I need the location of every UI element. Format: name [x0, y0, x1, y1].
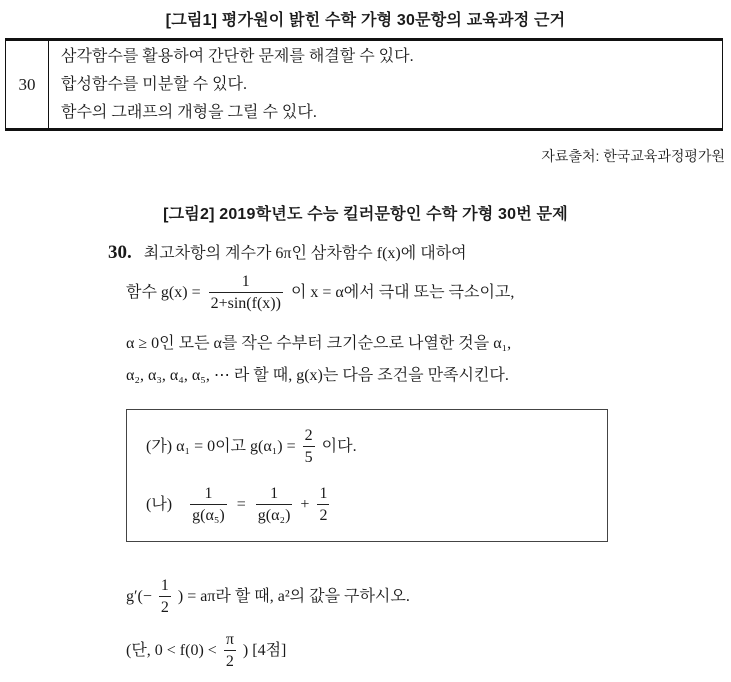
equals-sign: =	[236, 496, 246, 514]
fraction-numerator: 1	[160, 577, 169, 594]
fraction-numerator: 1	[319, 485, 328, 502]
problem-line-3: α ≥ 0인 모든 α를 작은 수부터 크기순으로 나열한 것을 α₁,	[126, 335, 512, 352]
item-number: 30	[6, 40, 49, 130]
fraction-numerator: 1	[241, 273, 250, 290]
fraction-numerator: π	[225, 631, 234, 648]
condition-a-text: (가) α₁ = 0이고 g(α₁) =	[146, 438, 296, 456]
figure2-title: [그림2] 2019학년도 수능 킬러문항인 수학 가형 30번 문제	[163, 206, 568, 223]
fraction-denominator: g(α₂)	[256, 504, 293, 527]
question-prefix: g′(−	[126, 588, 152, 606]
fraction-numerator: 1	[270, 485, 279, 502]
question-line	[126, 576, 410, 619]
note-prefix: (단, 0 < f(0) <	[126, 642, 217, 660]
problem-number: 30.	[108, 242, 132, 263]
fraction-denominator: 2	[317, 504, 329, 527]
function-g-prefix: 함수 g(x) =	[126, 284, 201, 302]
fraction-denominator: 2	[159, 596, 171, 619]
source-note: 자료출처: 한국교육과정평가원	[541, 148, 725, 164]
table-row	[6, 40, 723, 130]
achievement-standards	[49, 40, 723, 130]
curriculum-table	[5, 38, 723, 131]
standard-item: 합성함수를 미분할 수 있다.	[61, 75, 248, 93]
fraction-g	[209, 272, 283, 315]
problem-line-1	[108, 240, 467, 264]
fraction-denominator: g(α₅)	[190, 504, 227, 527]
fraction-condition-b-2	[256, 484, 293, 527]
fraction-denominator: 2	[224, 650, 236, 673]
problem-line-2	[126, 272, 514, 315]
fraction-numerator: 1	[204, 485, 213, 502]
fraction-denominator: 5	[303, 446, 315, 469]
question-suffix: ) = aπ라 할 때, a²의 값을 구하시오.	[177, 588, 410, 606]
fraction-numerator: 2	[304, 427, 313, 444]
fraction-question	[159, 576, 171, 619]
condition-a	[146, 426, 357, 469]
problem-text: 최고차항의 계수가 6π인 삼차함수 f(x)에 대하여	[143, 245, 467, 262]
note-line	[126, 630, 286, 673]
note-suffix: ) [4점]	[242, 642, 287, 660]
standard-item: 삼각함수를 활용하여 간단한 문제를 해결할 수 있다.	[61, 47, 414, 65]
fraction-denominator: 2+sin(f(x))	[209, 292, 283, 315]
fraction-note	[224, 630, 236, 673]
fraction-condition-b-1	[190, 484, 227, 527]
figure1-title: [그림1] 평가원이 밝힌 수학 가형 30문항의 교육과정 근거	[165, 12, 566, 29]
fraction-condition-b-3	[317, 484, 329, 527]
fraction-condition-a	[303, 426, 315, 469]
condition-a-suffix: 이다.	[321, 438, 357, 456]
problem-line-4: α₂, α₃, α₄, α₅, ⋯ 라 할 때, g(x)는 다음 조건을 만족시킨다.	[126, 367, 509, 384]
function-g-suffix: 이 x = α에서 극대 또는 극소이고,	[290, 284, 515, 302]
condition-b	[146, 484, 333, 527]
standard-item: 함수의 그래프의 개형을 그릴 수 있다.	[61, 103, 317, 121]
condition-b-label: (나)	[146, 496, 173, 514]
plus-sign: +	[300, 496, 310, 514]
